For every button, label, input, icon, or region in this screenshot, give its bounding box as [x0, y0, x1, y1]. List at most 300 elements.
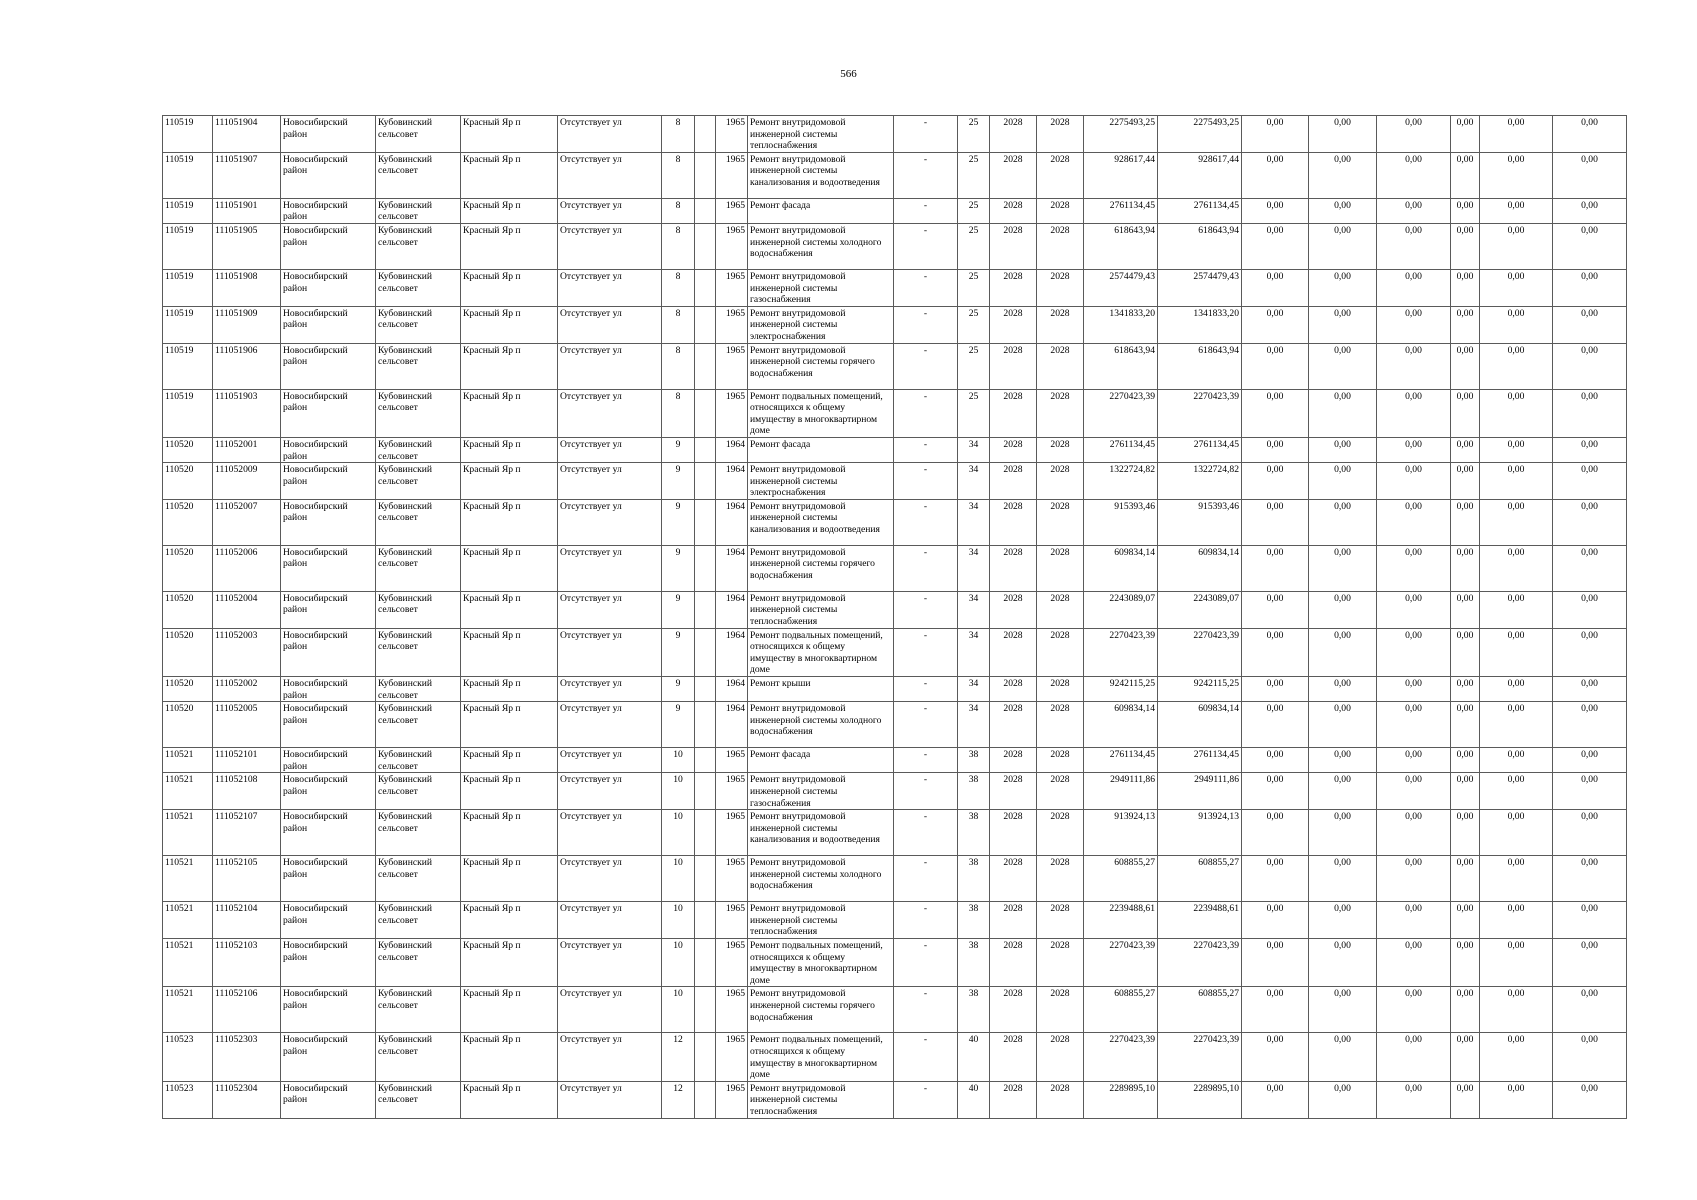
- row-value-5-cell: 0,00: [1480, 902, 1553, 939]
- row-year-cell: 1965: [716, 306, 748, 343]
- row-council-cell: Кубовинский сельсовет: [376, 1033, 461, 1081]
- row-street-cell: Отсутствует ул: [558, 1033, 662, 1081]
- row-value-5-cell: 0,00: [1480, 437, 1553, 462]
- row-house-cell: 8: [662, 269, 695, 306]
- row-value-2-cell: 0,00: [1309, 437, 1377, 462]
- row-street-cell: Отсутствует ул: [558, 269, 662, 306]
- row-value-1-cell: 0,00: [1242, 463, 1309, 500]
- row-year-cell: 1965: [716, 389, 748, 437]
- row-year-end-cell: 2028: [1037, 463, 1084, 500]
- row-district-cell: Новосибирский район: [281, 389, 376, 437]
- row-letter-cell: [695, 198, 716, 223]
- row-num-cell: 38: [958, 938, 990, 986]
- row-locality-cell: Красный Яр п: [461, 152, 558, 198]
- row-sum-total-cell: 2761134,45: [1084, 437, 1158, 462]
- row-house-cell: 10: [662, 938, 695, 986]
- row-sum-fund-cell: 608855,27: [1158, 987, 1242, 1033]
- table-row: [163, 1081, 1627, 1118]
- row-house-cell: 8: [662, 389, 695, 437]
- row-code-cell: 111052108: [213, 773, 281, 810]
- row-district-cell: Новосибирский район: [281, 269, 376, 306]
- row-dash-cell: -: [894, 1033, 958, 1081]
- row-year-end-cell: 2028: [1037, 499, 1084, 545]
- row-locality-cell: Красный Яр п: [461, 269, 558, 306]
- row-work-cell: Ремонт внутридомовой инженерной системы горячего водоснабжения: [748, 343, 894, 389]
- row-sum-fund-cell: 2275493,25: [1158, 116, 1242, 153]
- row-value-4-cell: 0,00: [1451, 810, 1480, 856]
- row-value-2-cell: 0,00: [1309, 463, 1377, 500]
- row-value-4-cell: 0,00: [1451, 463, 1480, 500]
- row-locality-cell: Красный Яр п: [461, 773, 558, 810]
- row-value-1-cell: 0,00: [1242, 198, 1309, 223]
- row-value-3-cell: 0,00: [1377, 152, 1451, 198]
- row-street-cell: Отсутствует ул: [558, 856, 662, 902]
- row-work-cell: Ремонт внутридомовой инженерной системы холодного водоснабжения: [748, 856, 894, 902]
- row-year-end-cell: 2028: [1037, 306, 1084, 343]
- row-value-4-cell: 0,00: [1451, 1033, 1480, 1081]
- row-value-1-cell: 0,00: [1242, 343, 1309, 389]
- row-year-end-cell: 2028: [1037, 902, 1084, 939]
- row-id-cell: 110521: [163, 773, 213, 810]
- row-value-6-cell: 0,00: [1553, 499, 1627, 545]
- row-num-cell: 25: [958, 306, 990, 343]
- row-id-cell: 110519: [163, 116, 213, 153]
- row-street-cell: Отсутствует ул: [558, 987, 662, 1033]
- row-value-1-cell: 0,00: [1242, 223, 1309, 269]
- row-value-6-cell: 0,00: [1553, 437, 1627, 462]
- row-code-cell: 111051904: [213, 116, 281, 153]
- row-council-cell: Кубовинский сельсовет: [376, 269, 461, 306]
- row-value-1-cell: 0,00: [1242, 306, 1309, 343]
- row-council-cell: Кубовинский сельсовет: [376, 702, 461, 748]
- row-letter-cell: [695, 545, 716, 591]
- row-value-3-cell: 0,00: [1377, 748, 1451, 773]
- row-year-start-cell: 2028: [990, 343, 1037, 389]
- row-year-cell: 1965: [716, 1033, 748, 1081]
- row-district-cell: Новосибирский район: [281, 677, 376, 702]
- row-value-6-cell: 0,00: [1553, 463, 1627, 500]
- row-sum-fund-cell: 2289895,10: [1158, 1081, 1242, 1118]
- row-sum-total-cell: 2270423,39: [1084, 628, 1158, 676]
- row-num-cell: 25: [958, 116, 990, 153]
- row-value-5-cell: 0,00: [1480, 748, 1553, 773]
- row-year-cell: 1964: [716, 499, 748, 545]
- row-sum-fund-cell: 618643,94: [1158, 223, 1242, 269]
- row-year-end-cell: 2028: [1037, 389, 1084, 437]
- row-sum-total-cell: 2574479,43: [1084, 269, 1158, 306]
- row-code-cell: 111052005: [213, 702, 281, 748]
- row-district-cell: Новосибирский район: [281, 987, 376, 1033]
- row-house-cell: 9: [662, 677, 695, 702]
- row-district-cell: Новосибирский район: [281, 306, 376, 343]
- row-code-cell: 111052105: [213, 856, 281, 902]
- row-value-5-cell: 0,00: [1480, 152, 1553, 198]
- row-street-cell: Отсутствует ул: [558, 545, 662, 591]
- row-value-3-cell: 0,00: [1377, 773, 1451, 810]
- row-value-6-cell: 0,00: [1553, 223, 1627, 269]
- row-year-cell: 1965: [716, 938, 748, 986]
- row-num-cell: 38: [958, 748, 990, 773]
- row-value-6-cell: 0,00: [1553, 810, 1627, 856]
- row-letter-cell: [695, 152, 716, 198]
- row-value-4-cell: 0,00: [1451, 702, 1480, 748]
- row-locality-cell: Красный Яр п: [461, 343, 558, 389]
- row-dash-cell: -: [894, 116, 958, 153]
- row-year-start-cell: 2028: [990, 389, 1037, 437]
- row-letter-cell: [695, 628, 716, 676]
- row-value-6-cell: 0,00: [1553, 1033, 1627, 1081]
- row-locality-cell: Красный Яр п: [461, 463, 558, 500]
- row-year-cell: 1964: [716, 437, 748, 462]
- row-value-2-cell: 0,00: [1309, 269, 1377, 306]
- row-value-1-cell: 0,00: [1242, 591, 1309, 628]
- row-dash-cell: -: [894, 223, 958, 269]
- row-code-cell: 111051901: [213, 198, 281, 223]
- row-id-cell: 110519: [163, 223, 213, 269]
- row-year-cell: 1965: [716, 152, 748, 198]
- row-value-6-cell: 0,00: [1553, 748, 1627, 773]
- row-value-4-cell: 0,00: [1451, 437, 1480, 462]
- row-value-1-cell: 0,00: [1242, 389, 1309, 437]
- row-dash-cell: -: [894, 677, 958, 702]
- row-letter-cell: [695, 116, 716, 153]
- row-street-cell: Отсутствует ул: [558, 938, 662, 986]
- row-house-cell: 10: [662, 748, 695, 773]
- row-value-2-cell: 0,00: [1309, 773, 1377, 810]
- row-sum-total-cell: 1341833,20: [1084, 306, 1158, 343]
- row-council-cell: Кубовинский сельсовет: [376, 773, 461, 810]
- row-value-5-cell: 0,00: [1480, 702, 1553, 748]
- row-sum-fund-cell: 2761134,45: [1158, 198, 1242, 223]
- row-id-cell: 110520: [163, 545, 213, 591]
- row-year-start-cell: 2028: [990, 1081, 1037, 1118]
- row-year-end-cell: 2028: [1037, 677, 1084, 702]
- row-code-cell: 111051909: [213, 306, 281, 343]
- row-year-start-cell: 2028: [990, 810, 1037, 856]
- row-locality-cell: Красный Яр п: [461, 545, 558, 591]
- row-value-2-cell: 0,00: [1309, 1081, 1377, 1118]
- row-year-end-cell: 2028: [1037, 1033, 1084, 1081]
- row-dash-cell: -: [894, 810, 958, 856]
- table-row: [163, 938, 1627, 986]
- row-work-cell: Ремонт внутридомовой инженерной системы газоснабжения: [748, 773, 894, 810]
- row-value-4-cell: 0,00: [1451, 902, 1480, 939]
- row-sum-total-cell: 2275493,25: [1084, 116, 1158, 153]
- row-year-cell: 1965: [716, 856, 748, 902]
- table-row: [163, 1033, 1627, 1081]
- row-letter-cell: [695, 306, 716, 343]
- row-locality-cell: Красный Яр п: [461, 628, 558, 676]
- row-value-2-cell: 0,00: [1309, 902, 1377, 939]
- row-num-cell: 34: [958, 677, 990, 702]
- row-code-cell: 111052006: [213, 545, 281, 591]
- row-work-cell: Ремонт фасада: [748, 437, 894, 462]
- row-year-end-cell: 2028: [1037, 628, 1084, 676]
- row-value-3-cell: 0,00: [1377, 677, 1451, 702]
- row-year-end-cell: 2028: [1037, 269, 1084, 306]
- row-value-1-cell: 0,00: [1242, 1033, 1309, 1081]
- row-value-1-cell: 0,00: [1242, 545, 1309, 591]
- row-year-end-cell: 2028: [1037, 545, 1084, 591]
- row-value-4-cell: 0,00: [1451, 987, 1480, 1033]
- row-sum-total-cell: 1322724,82: [1084, 463, 1158, 500]
- row-value-4-cell: 0,00: [1451, 223, 1480, 269]
- row-district-cell: Новосибирский район: [281, 628, 376, 676]
- row-value-1-cell: 0,00: [1242, 1081, 1309, 1118]
- row-value-1-cell: 0,00: [1242, 677, 1309, 702]
- table-row: [163, 591, 1627, 628]
- row-work-cell: Ремонт внутридомовой инженерной системы горячего водоснабжения: [748, 987, 894, 1033]
- row-council-cell: Кубовинский сельсовет: [376, 856, 461, 902]
- row-street-cell: Отсутствует ул: [558, 748, 662, 773]
- row-year-cell: 1964: [716, 702, 748, 748]
- row-council-cell: Кубовинский сельсовет: [376, 748, 461, 773]
- row-year-cell: 1964: [716, 677, 748, 702]
- row-value-6-cell: 0,00: [1553, 773, 1627, 810]
- row-letter-cell: [695, 702, 716, 748]
- row-year-start-cell: 2028: [990, 702, 1037, 748]
- row-num-cell: 25: [958, 198, 990, 223]
- row-value-6-cell: 0,00: [1553, 628, 1627, 676]
- row-num-cell: 38: [958, 810, 990, 856]
- row-year-start-cell: 2028: [990, 938, 1037, 986]
- row-value-2-cell: 0,00: [1309, 810, 1377, 856]
- row-council-cell: Кубовинский сельсовет: [376, 463, 461, 500]
- row-work-cell: Ремонт внутридомовой инженерной системы теплоснабжения: [748, 116, 894, 153]
- row-district-cell: Новосибирский район: [281, 343, 376, 389]
- row-year-start-cell: 2028: [990, 628, 1037, 676]
- row-district-cell: Новосибирский район: [281, 773, 376, 810]
- row-value-6-cell: 0,00: [1553, 902, 1627, 939]
- row-council-cell: Кубовинский сельсовет: [376, 116, 461, 153]
- row-council-cell: Кубовинский сельсовет: [376, 677, 461, 702]
- row-house-cell: 8: [662, 198, 695, 223]
- row-value-5-cell: 0,00: [1480, 116, 1553, 153]
- row-house-cell: 10: [662, 810, 695, 856]
- row-year-start-cell: 2028: [990, 748, 1037, 773]
- row-district-cell: Новосибирский район: [281, 463, 376, 500]
- row-dash-cell: -: [894, 269, 958, 306]
- table-row: [163, 545, 1627, 591]
- row-district-cell: Новосибирский район: [281, 499, 376, 545]
- row-code-cell: 111052107: [213, 810, 281, 856]
- table-body: [163, 116, 1627, 1119]
- row-council-cell: Кубовинский сельсовет: [376, 499, 461, 545]
- row-year-cell: 1964: [716, 591, 748, 628]
- row-value-4-cell: 0,00: [1451, 116, 1480, 153]
- row-value-1-cell: 0,00: [1242, 773, 1309, 810]
- row-year-end-cell: 2028: [1037, 987, 1084, 1033]
- row-value-3-cell: 0,00: [1377, 856, 1451, 902]
- row-sum-fund-cell: 2270423,39: [1158, 628, 1242, 676]
- row-num-cell: 25: [958, 152, 990, 198]
- row-year-start-cell: 2028: [990, 987, 1037, 1033]
- row-sum-fund-cell: 608855,27: [1158, 856, 1242, 902]
- row-num-cell: 40: [958, 1081, 990, 1118]
- row-id-cell: 110520: [163, 677, 213, 702]
- row-value-2-cell: 0,00: [1309, 628, 1377, 676]
- row-code-cell: 111052009: [213, 463, 281, 500]
- row-dash-cell: -: [894, 389, 958, 437]
- row-year-end-cell: 2028: [1037, 702, 1084, 748]
- row-locality-cell: Красный Яр п: [461, 987, 558, 1033]
- row-letter-cell: [695, 343, 716, 389]
- row-value-5-cell: 0,00: [1480, 856, 1553, 902]
- row-value-1-cell: 0,00: [1242, 702, 1309, 748]
- row-value-6-cell: 0,00: [1553, 677, 1627, 702]
- row-year-end-cell: 2028: [1037, 437, 1084, 462]
- table-row: [163, 389, 1627, 437]
- row-sum-fund-cell: 2239488,61: [1158, 902, 1242, 939]
- row-value-2-cell: 0,00: [1309, 677, 1377, 702]
- row-district-cell: Новосибирский район: [281, 810, 376, 856]
- row-sum-total-cell: 913924,13: [1084, 810, 1158, 856]
- row-council-cell: Кубовинский сельсовет: [376, 810, 461, 856]
- row-value-5-cell: 0,00: [1480, 198, 1553, 223]
- row-id-cell: 110520: [163, 628, 213, 676]
- row-district-cell: Новосибирский район: [281, 116, 376, 153]
- row-dash-cell: -: [894, 987, 958, 1033]
- row-sum-fund-cell: 2270423,39: [1158, 389, 1242, 437]
- row-sum-fund-cell: 2270423,39: [1158, 1033, 1242, 1081]
- row-house-cell: 9: [662, 591, 695, 628]
- row-house-cell: 9: [662, 702, 695, 748]
- row-value-6-cell: 0,00: [1553, 116, 1627, 153]
- row-value-6-cell: 0,00: [1553, 389, 1627, 437]
- row-year-cell: 1965: [716, 902, 748, 939]
- row-work-cell: Ремонт внутридомовой инженерной системы канализования и водоотведения: [748, 152, 894, 198]
- row-value-2-cell: 0,00: [1309, 343, 1377, 389]
- row-value-2-cell: 0,00: [1309, 938, 1377, 986]
- row-council-cell: Кубовинский сельсовет: [376, 1081, 461, 1118]
- row-locality-cell: Красный Яр п: [461, 938, 558, 986]
- row-value-1-cell: 0,00: [1242, 269, 1309, 306]
- row-sum-total-cell: 2270423,39: [1084, 1033, 1158, 1081]
- row-letter-cell: [695, 938, 716, 986]
- row-sum-fund-cell: 2270423,39: [1158, 938, 1242, 986]
- row-dash-cell: -: [894, 437, 958, 462]
- row-dash-cell: -: [894, 856, 958, 902]
- row-value-4-cell: 0,00: [1451, 152, 1480, 198]
- row-year-cell: 1965: [716, 198, 748, 223]
- row-council-cell: Кубовинский сельсовет: [376, 389, 461, 437]
- table-row: [163, 116, 1627, 153]
- row-street-cell: Отсутствует ул: [558, 628, 662, 676]
- row-value-2-cell: 0,00: [1309, 591, 1377, 628]
- row-value-5-cell: 0,00: [1480, 591, 1553, 628]
- row-year-cell: 1965: [716, 810, 748, 856]
- row-locality-cell: Красный Яр п: [461, 677, 558, 702]
- row-value-2-cell: 0,00: [1309, 198, 1377, 223]
- row-num-cell: 34: [958, 628, 990, 676]
- row-year-end-cell: 2028: [1037, 591, 1084, 628]
- row-district-cell: Новосибирский район: [281, 223, 376, 269]
- row-street-cell: Отсутствует ул: [558, 702, 662, 748]
- row-district-cell: Новосибирский район: [281, 198, 376, 223]
- row-street-cell: Отсутствует ул: [558, 152, 662, 198]
- row-locality-cell: Красный Яр п: [461, 198, 558, 223]
- row-value-5-cell: 0,00: [1480, 223, 1553, 269]
- row-house-cell: 10: [662, 902, 695, 939]
- row-street-cell: Отсутствует ул: [558, 499, 662, 545]
- table-row: [163, 773, 1627, 810]
- row-year-start-cell: 2028: [990, 306, 1037, 343]
- row-year-end-cell: 2028: [1037, 198, 1084, 223]
- row-value-5-cell: 0,00: [1480, 463, 1553, 500]
- row-locality-cell: Красный Яр п: [461, 306, 558, 343]
- row-value-1-cell: 0,00: [1242, 152, 1309, 198]
- row-value-2-cell: 0,00: [1309, 152, 1377, 198]
- row-work-cell: Ремонт фасада: [748, 748, 894, 773]
- row-year-start-cell: 2028: [990, 463, 1037, 500]
- row-council-cell: Кубовинский сельсовет: [376, 902, 461, 939]
- row-letter-cell: [695, 437, 716, 462]
- row-street-cell: Отсутствует ул: [558, 902, 662, 939]
- row-locality-cell: Красный Яр п: [461, 116, 558, 153]
- row-year-start-cell: 2028: [990, 591, 1037, 628]
- row-value-3-cell: 0,00: [1377, 116, 1451, 153]
- row-value-2-cell: 0,00: [1309, 702, 1377, 748]
- row-value-3-cell: 0,00: [1377, 702, 1451, 748]
- row-street-cell: Отсутствует ул: [558, 463, 662, 500]
- table-row: [163, 152, 1627, 198]
- row-year-cell: 1965: [716, 269, 748, 306]
- row-sum-fund-cell: 913924,13: [1158, 810, 1242, 856]
- row-id-cell: 110521: [163, 748, 213, 773]
- row-sum-total-cell: 9242115,25: [1084, 677, 1158, 702]
- row-sum-fund-cell: 2574479,43: [1158, 269, 1242, 306]
- row-work-cell: Ремонт внутридомовой инженерной системы канализования и водоотведения: [748, 499, 894, 545]
- row-year-start-cell: 2028: [990, 499, 1037, 545]
- row-value-6-cell: 0,00: [1553, 856, 1627, 902]
- row-district-cell: Новосибирский район: [281, 902, 376, 939]
- table-row: [163, 463, 1627, 500]
- row-num-cell: 34: [958, 499, 990, 545]
- row-value-6-cell: 0,00: [1553, 702, 1627, 748]
- row-work-cell: Ремонт подвальных помещений, относящихся к общему имуществу в многоквартирном доме: [748, 389, 894, 437]
- row-year-cell: 1964: [716, 463, 748, 500]
- row-letter-cell: [695, 269, 716, 306]
- row-num-cell: 40: [958, 1033, 990, 1081]
- row-value-4-cell: 0,00: [1451, 198, 1480, 223]
- row-value-2-cell: 0,00: [1309, 856, 1377, 902]
- row-house-cell: 8: [662, 306, 695, 343]
- row-value-3-cell: 0,00: [1377, 463, 1451, 500]
- row-sum-total-cell: 2270423,39: [1084, 389, 1158, 437]
- row-dash-cell: -: [894, 748, 958, 773]
- row-work-cell: Ремонт фасада: [748, 198, 894, 223]
- row-value-5-cell: 0,00: [1480, 1033, 1553, 1081]
- row-sum-fund-cell: 2949111,86: [1158, 773, 1242, 810]
- row-value-1-cell: 0,00: [1242, 902, 1309, 939]
- row-locality-cell: Красный Яр п: [461, 856, 558, 902]
- row-house-cell: 8: [662, 152, 695, 198]
- table-row: [163, 628, 1627, 676]
- row-num-cell: 25: [958, 223, 990, 269]
- row-letter-cell: [695, 748, 716, 773]
- row-value-6-cell: 0,00: [1553, 152, 1627, 198]
- row-council-cell: Кубовинский сельсовет: [376, 306, 461, 343]
- row-id-cell: 110521: [163, 938, 213, 986]
- row-work-cell: Ремонт подвальных помещений, относящихся к общему имуществу в многоквартирном доме: [748, 628, 894, 676]
- row-value-1-cell: 0,00: [1242, 116, 1309, 153]
- row-house-cell: 12: [662, 1033, 695, 1081]
- row-year-start-cell: 2028: [990, 677, 1037, 702]
- row-value-2-cell: 0,00: [1309, 545, 1377, 591]
- row-value-1-cell: 0,00: [1242, 987, 1309, 1033]
- row-year-end-cell: 2028: [1037, 116, 1084, 153]
- row-value-5-cell: 0,00: [1480, 677, 1553, 702]
